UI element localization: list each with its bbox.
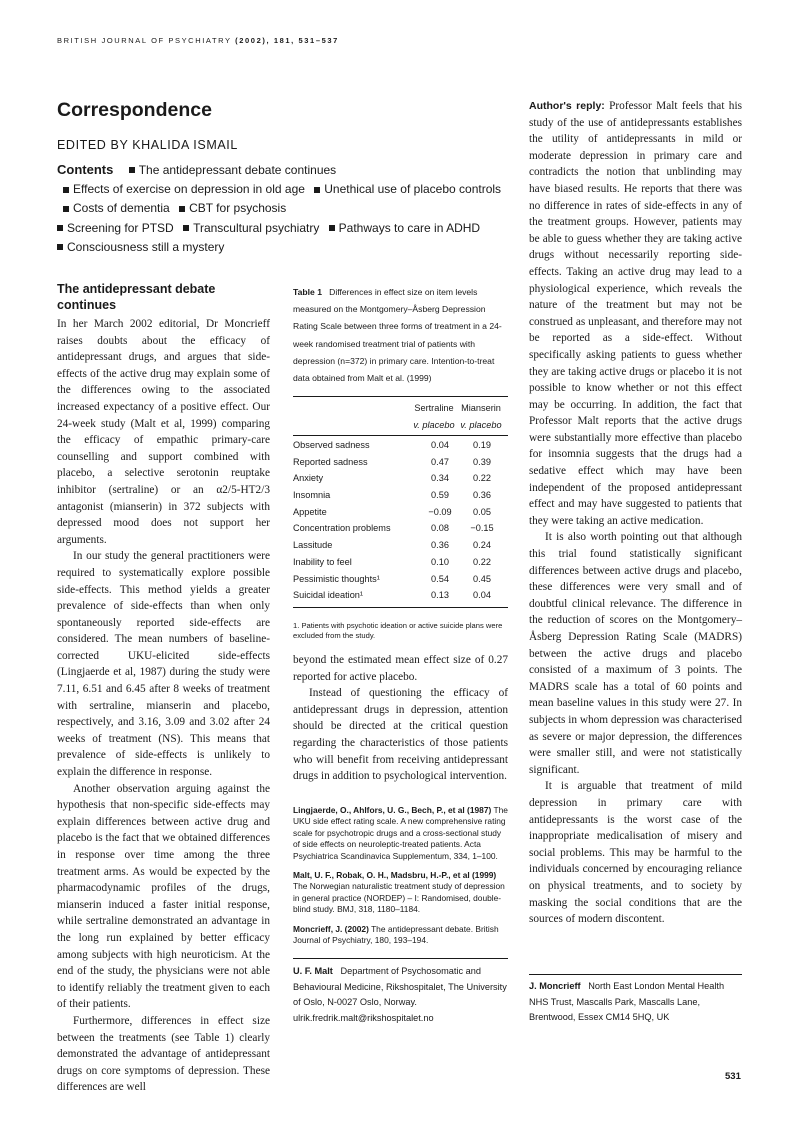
reference-authors: Malt, U. F., Robak, O. H., Madsbru, H.-P., et al (1999) — [293, 870, 497, 881]
reference-text: The UKU side effect rating scale. A new comprehensive rating scale for psychotropic drugs and a cross-sectional study of side effects on neuroleptic-treated patients. Acta Psychiatrica Scandinavica Supplementum, 334, 1–100. — [293, 805, 508, 861]
section-title: Correspondence — [57, 99, 212, 121]
table-row — [293, 588, 508, 605]
table-row-label: Lassitude — [293, 540, 333, 551]
table-header-row — [293, 397, 508, 435]
table-row — [293, 555, 508, 572]
table-cell-sertraline: 0.10 — [431, 556, 449, 567]
table-cell-mianserin: 0.39 — [473, 456, 491, 467]
contents-item: Transcultural psychiatry — [193, 220, 320, 235]
reference-list — [293, 805, 508, 954]
contents-list — [57, 160, 512, 257]
table-cell-sertraline: 0.08 — [431, 523, 449, 534]
table-cell-sertraline: 0.36 — [431, 540, 449, 551]
reply-paragraph: It is arguable that treatment of mild depression in primary care with antidepressants is the worst case of the inappropriate medicalisation of misery and social problems. This may be harmful to the individuals concerned by encouraging reliance on physical treatments, and to society by masking the social conditions that are the sources of modern discontent. — [529, 780, 742, 926]
table-cell-sertraline: 0.13 — [431, 590, 449, 601]
author-affiliation: Department of Psychosomatic and Behavioural Medicine, Rikshospitalet, The University of Oslo, N-0027 Oslo, Norway. — [293, 966, 507, 1008]
table-row — [293, 438, 508, 455]
table-row — [293, 521, 508, 538]
bullet-square-icon — [63, 206, 69, 212]
table-row — [293, 505, 508, 522]
author-name: U. F. Malt — [293, 966, 333, 976]
page-number: 531 — [725, 1071, 741, 1082]
article-title: The antidepressant debate continues — [57, 282, 216, 312]
letter-paragraph: Instead of questioning the efficacy of antidepressant drugs in depression, attention should be directed at the critical question regarding the characteristics of those patients who will benefit from receiving antidepressant drugs in addition to psychological intervention. — [293, 687, 508, 783]
reference-item — [293, 924, 508, 947]
table-row-label: Anxiety — [293, 473, 324, 484]
table-cell-sertraline: 0.59 — [431, 490, 449, 501]
table-bottom-rule — [293, 607, 508, 608]
contents-item: Costs of dementia — [73, 201, 170, 216]
table-label: Table 1 — [293, 287, 322, 297]
letter-column-2 — [293, 652, 508, 785]
table-row-label: Reported sadness — [293, 456, 368, 467]
contents-item: Effects of exercise on depression in old age — [73, 182, 305, 197]
bullet-square-icon — [129, 167, 135, 173]
journal-citation: (2002), 181, 531–537 — [235, 36, 339, 45]
contents-item: Screening for PTSD — [67, 220, 174, 235]
table-row-label: Inability to feel — [293, 556, 352, 567]
effect-size-table — [293, 396, 508, 608]
reply-author-name: J. Moncrieff — [529, 981, 581, 991]
table-cell-sertraline: 0.34 — [431, 473, 449, 484]
journal-name: BRITISH JOURNAL OF PSYCHIATRY — [57, 36, 232, 45]
table-cell-sertraline: 0.04 — [431, 440, 449, 450]
table-cell-mianserin: 0.36 — [473, 490, 491, 501]
table-row — [293, 488, 508, 505]
table-row — [293, 538, 508, 555]
table-row-label: Insomnia — [293, 490, 331, 501]
table-row — [293, 572, 508, 589]
author-signature — [293, 964, 513, 1026]
reply-paragraph: It is also worth pointing out that although this trial found statistically significant differences between active drugs and placebo, these differences were very small and of doubtful clinical relevance. The difference in the reduction of scores on the Montgomery–Åsberg Depression Rating Scale (MADRS) between the active drugs and placebo consisted of a maximum of 3 points. The MADRS scale has a total of 60 points and mean baseline values in this study were 27. In subjects in whom depression was characterised as severe or major depression, the differences were smaller still, and were not statistically significant. — [529, 531, 743, 776]
table-cell-sertraline: −0.09 — [428, 506, 452, 517]
running-head — [57, 36, 339, 45]
bullet-square-icon — [179, 206, 185, 212]
table-cell-mianserin: 0.24 — [473, 540, 491, 551]
reference-text: The antidepressant debate. British Journal of Psychiatry, 180, 193–194. — [293, 923, 499, 946]
letter-paragraph: In our study the general practitioners were required to systematically explore possible side-effects. This method yields a greater prevalence of side-effects than when only spontaneously reported side-effects are considered. The mean numbers of baseline-corrected UKU-elicited side-effects (Lingjaerde et al, 1987) during the study were 7.11, 6.51 and 6.45 after 8 weeks of treatment with sertraline, mianserin and placebo, respectively, and 3.16, 3.09 and 3.02 after 24 weeks of treatment (NS). This means that prevalence of side-effects is unlikely to explain the difference in response. — [57, 550, 270, 779]
table-row-label: Appetite — [293, 506, 327, 517]
table-footnote: 1. Patients with psychotic ideation or active suicide plans were excluded from the study. — [293, 621, 503, 640]
table-cell-mianserin: −0.15 — [470, 523, 494, 534]
table-row-label: Concentration problems — [293, 523, 391, 534]
contents-item: CBT for psychosis — [189, 201, 287, 216]
table-cell-mianserin: 0.22 — [473, 473, 491, 484]
letter-paragraph: Another observation arguing against the hypothesis that non-specific side-effects may explain differences between active drug and placebo is the fact that we obtained differences in response over time among the three treatment arms. As would be expected by the pharmacodynamic profiles of the drugs, mianserin induced a faster initial response, while sertraline demonstrated an advantage in the long run explained by better efficacy among subjects with high neuroticism. At the end of the study, the physicians were not able to identify reliably the treatment given to each of their patients. — [57, 782, 270, 1011]
reference-authors: Moncrieff, J. (2002) — [293, 923, 369, 934]
bullet-square-icon — [329, 225, 335, 231]
reply-author-affiliation: North East London Mental Health NHS Trust, Mascalls Park, Mascalls Lane, Brentwood, Essex CM14 5HQ, UK — [529, 981, 725, 1023]
letter-column-1 — [57, 316, 270, 1096]
bullet-square-icon — [183, 225, 189, 231]
edited-by: EDITED BY KHALIDA ISMAIL — [57, 138, 238, 152]
author-email: ulrik.fredrik.malt@rikshospitalet.no — [293, 1012, 434, 1023]
reply-column — [529, 98, 742, 928]
reference-text: The Norwegian naturalistic treatment study of depression in general practice (NORDEP) – I: Randomised, double-blind study. BMJ, 318, 1180–1184. — [293, 881, 505, 915]
reply-paragraph: Author's reply: Professor Malt feels that his study of the use of antidepressants establishes the utility of antidepressants in mild or moderate depression in primary care and contradicts the notion that unblinding may have biased results. He reports that there was no difference in rates of side-effects in any of the treatment groups. However, patients may be able to guess whether they are taking active drugs without necessarily reporting side-effects. Taking an active drug may lead to a physiological experience, which reveals the nature of the treatment but may not be construed as unpleasant, and therefore may not be reported as a side-effect. Without specifically asking patients to guess whether they are taking active drugs or placebo it is not possible to know whether or not this effect may be occurring. In addition, the fact that Professor Malt reports that the active drugs were substantially more effective than placebo for insomnia suggests that the drugs had a sedative effect which may have been independent of the proposed antidepressant effect and may have suggested to patients that they were taking an active medication. — [529, 100, 742, 527]
table-caption — [293, 284, 508, 387]
table-header-sertraline: Sertraline v. placebo — [413, 403, 455, 430]
table-cell-mianserin: 0.22 — [473, 556, 491, 567]
contents-item: Consciousness still a mystery — [67, 239, 225, 254]
letter-paragraph: Furthermore, differences in effect size between the treatments (see Table 1) clearly demonstrated the advantage of antidepressant drugs on core symptoms of depression. These differences are well — [57, 1014, 270, 1094]
reference-authors: Lingjaerde, O., Ahlfors, U. G., Bech, P., et al (1987) — [293, 805, 492, 815]
table-cell-sertraline: 0.54 — [431, 573, 449, 584]
table-cell-mianserin: 0.05 — [473, 506, 491, 517]
letter-paragraph: In her March 2002 editorial, Dr Moncrieff raises doubts about the efficacy of antidepressant drugs, and argues that side-effects of the active drug may explain some of the differences owing to the associated increased expectancy of a positive effect. Our 24-week study (Malt et al, 1999) comparing the efficacy of empathic primary-care counselling and support combined with placebo, a selective serotonin reuptake inhibitor (sertraline) or an α2/5-HT2/3 antagonist (mianserin) in 372 subjects with depressed mood does not support her arguments. — [57, 318, 270, 546]
table-row-label: Suicidal ideation¹ — [293, 590, 363, 601]
table-row — [293, 471, 508, 488]
contents-item: The antidepressant debate continues — [138, 163, 337, 177]
bullet-square-icon — [63, 187, 69, 193]
table-cell-mianserin: 0.04 — [473, 590, 491, 601]
table-cell-sertraline: 0.47 — [431, 456, 449, 467]
contents-item: Pathways to care in ADHD — [338, 220, 481, 235]
reply-lead: Author's reply: — [529, 100, 605, 112]
table-body — [293, 436, 508, 605]
table-row-label: Pessimistic thoughts¹ — [293, 573, 380, 584]
table-cell-mianserin: 0.19 — [473, 440, 491, 450]
letter-paragraph: beyond the estimated mean effect size of 0.27 reported for active placebo. — [293, 654, 508, 683]
table-row — [293, 455, 508, 472]
bullet-square-icon — [314, 187, 320, 193]
signature-rule — [529, 974, 742, 975]
table-row-label: Observed sadness — [293, 440, 370, 450]
reply-signature — [529, 979, 744, 1026]
table-caption-text: Differences in effect size on item levels measured on the Montgomery–Åsberg Depression Rating Scale between three forms of treatment in a 24-week randomised treatment trial of patients with depression (n=372) in primary care. Intention-to-treat data obtained from Malt et al. (1999) — [293, 287, 502, 384]
bullet-square-icon — [57, 225, 63, 231]
contents-item: Unethical use of placebo controls — [324, 182, 502, 197]
reference-item — [293, 870, 508, 916]
bullet-square-icon — [57, 244, 63, 250]
contents-label: Contents — [57, 162, 114, 177]
signature-rule — [293, 958, 508, 959]
reference-item — [293, 805, 508, 862]
table-header-mianserin: Mianserin v. placebo — [460, 403, 502, 430]
table-cell-mianserin: 0.45 — [473, 573, 491, 584]
